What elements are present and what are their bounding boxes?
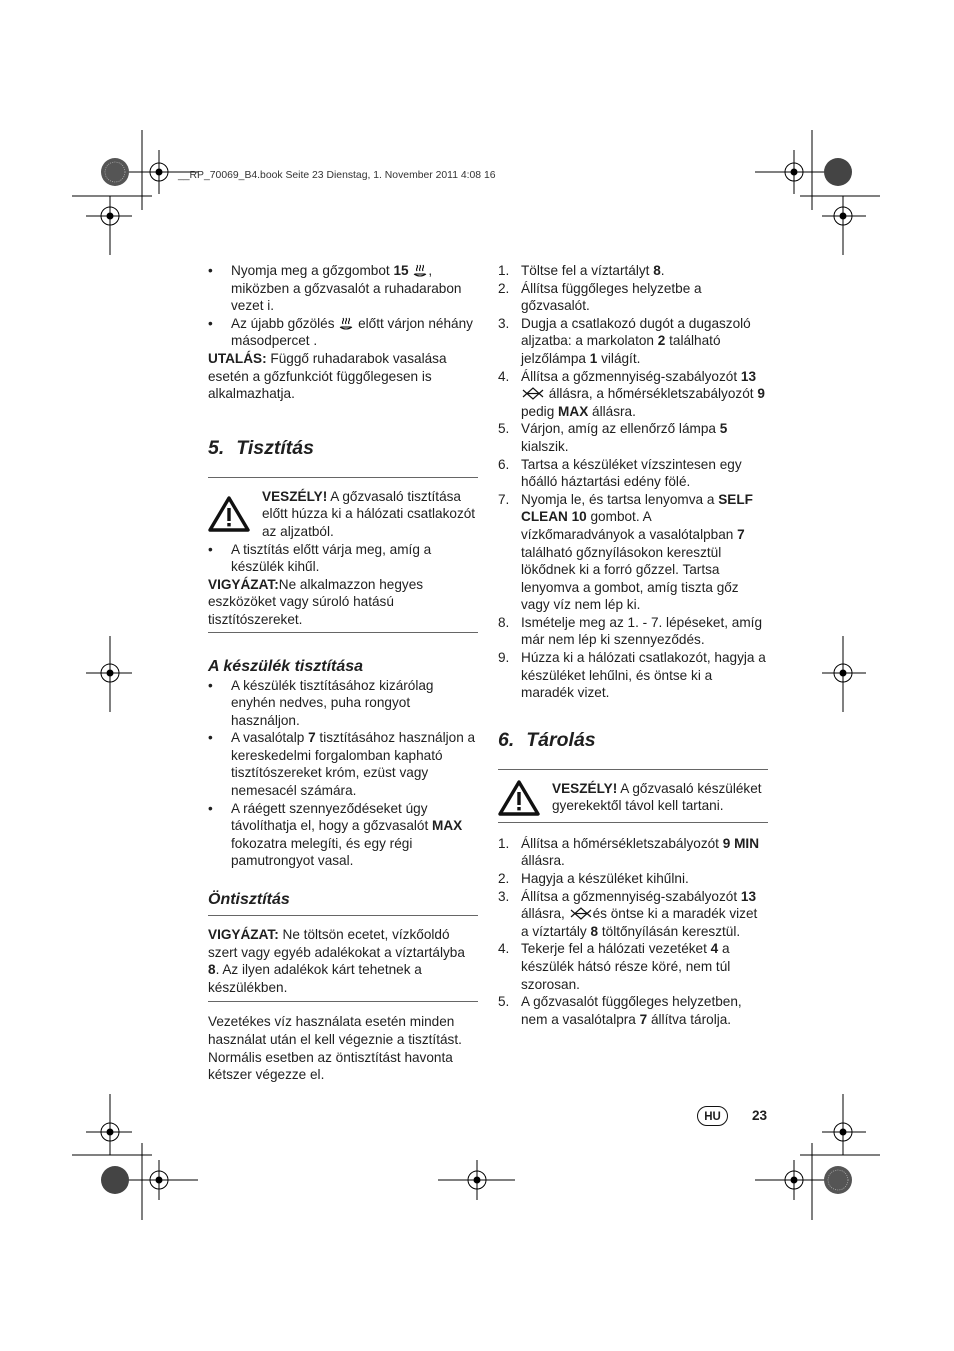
step-number: 2. (498, 280, 510, 296)
section-heading-6: 6. Tárolás (498, 728, 596, 751)
step-text: Húzza ki a hálózati csatlakozót, hagyja a készüléket lehűlni, és öntse ki a maradék vizet. (521, 650, 766, 701)
self-clean-icon (521, 386, 545, 401)
list-item (498, 940, 768, 993)
warning-triangle-icon (208, 496, 250, 532)
list-item (498, 491, 768, 614)
step-text: 9 (722, 835, 731, 851)
step-text: világít. (597, 350, 641, 366)
list-item (498, 888, 768, 941)
language-badge: HU (697, 1106, 728, 1126)
danger-text: VESZÉLY! A gőzvasaló tisztítása előtt húzza ki a hálózati csatlakozót az aljzatból. (262, 488, 476, 539)
list-item (498, 315, 768, 368)
step-text: 7 (737, 526, 745, 542)
step-number: 4. (498, 941, 510, 957)
caution-paragraph: VIGYÁZAT:Ne alkalmazzon hegyes eszközöket vagy súroló hatású tisztítószereket. (208, 576, 424, 627)
self-clean-steps (498, 262, 768, 702)
steam-icon (338, 315, 354, 331)
step-number: 8. (498, 614, 510, 630)
step-text: található gőznyílásokon keresztül lökődnek ki a forró gőzzel. Tartsa lenyomva a gombot, amíg tiszta gőz vagy víz nem lép ki. (521, 544, 739, 613)
step-text: állítva tárolja. (647, 1011, 732, 1027)
right-column (498, 262, 768, 1028)
step-number: 7. (498, 491, 510, 507)
step-text: gombot. A vízkőmaradványok a vasalótalpban (521, 509, 738, 542)
step-text: állásra, a hőmérsékletszabályozót (545, 386, 758, 402)
list-item: • A tisztítás előtt várja meg, amíg a készülék kihűl. (208, 541, 478, 576)
caution-paragraph: VIGYÁZAT: Ne töltsön ecetet, vízkőoldó szert vagy egyéb adalékokat a víztartályba 8. Az ilyen adalékok kárt tehetnek a készülékben. (208, 927, 465, 995)
divider (208, 915, 478, 916)
danger-box (498, 780, 768, 816)
step-text: kialszik. (521, 438, 569, 454)
list-item (498, 835, 768, 870)
step-text: . (660, 263, 665, 278)
step-number: 1. (498, 263, 510, 278)
step-text: 5 (719, 421, 728, 437)
section-heading-5: 5. Tisztítás (208, 436, 314, 459)
divider (498, 822, 768, 823)
step-number: 4. (498, 368, 510, 384)
step-text: Töltse fel a víztartályt (521, 263, 654, 278)
step-text: Állítsa függőleges helyzetbe a gőzvasalót. (521, 280, 702, 314)
step-text: 13 (740, 888, 757, 904)
left-column (208, 262, 478, 1084)
step-text: állásra, (521, 906, 569, 922)
step-text: Dugja a csatlakozó dugót a dugaszoló aljzatba: a markolaton (521, 315, 751, 349)
step-text: Állítsa a gőzmennyiség-szabályozót (521, 368, 741, 384)
divider (208, 1001, 478, 1002)
storage-steps (498, 835, 768, 1029)
print-header: __RP_70069_B4.book Seite 23 Dienstag, 1. November 2011 4:08 16 (178, 170, 496, 181)
divider (208, 477, 478, 478)
subheading-self-clean: Öntisztítás (208, 891, 290, 909)
step-text: és öntse ki a maradék vizet a víztartály (521, 906, 758, 939)
self-clean-icon (569, 906, 593, 921)
page-number: 23 (752, 1108, 768, 1123)
list-item (498, 420, 768, 455)
step-text: Várjon, amíg az ellenőrző lámpa (521, 421, 720, 437)
list-item (498, 262, 768, 280)
step-number: 9. (498, 650, 510, 666)
step-number: 3. (498, 888, 510, 904)
divider (208, 632, 478, 633)
step-text: állásra. (521, 853, 565, 869)
warning-triangle-icon (498, 780, 540, 816)
step-text: Nyomja le, és tartsa lenyomva a (521, 491, 719, 507)
step-text: állásra. (588, 403, 636, 419)
step-text: 7 (639, 1011, 648, 1027)
step-text: a készülék hátsó része köré, nem túl szorosan. (521, 941, 731, 992)
step-text: 8 (590, 923, 599, 939)
step-text: pedig (521, 403, 559, 419)
step-number: 3. (498, 315, 510, 331)
step-number: 2. (498, 871, 510, 887)
step-text: SELF CLEAN 10 (521, 491, 753, 525)
list-item: • A vasalótalp 7 tisztításához használjon a kereskedelmi forgalomban kapható tisztítószereket króm, ezüst vagy nemesacél számára. (208, 729, 478, 799)
step-text: MIN (734, 835, 760, 851)
tap-water-paragraph: Vezetékes víz használata esetén minden használat után el kell végeznie a tisztítást. Normális esetben az öntisztítást havonta kétszer végezze el. (208, 1014, 462, 1083)
step-text: 4 (710, 941, 719, 957)
step-text: Tartsa a készüléket vízszintesen egy hőálló háztartási edény fölé. (521, 456, 742, 490)
step-text: Tekerje fel a hálózati vezetéket (521, 941, 711, 957)
steam-icon (412, 262, 428, 278)
step-number: 5. (498, 994, 510, 1010)
divider (498, 769, 768, 770)
list-item (498, 870, 768, 888)
step-text: 1 (589, 350, 598, 366)
step-text: Állítsa a gőzmennyiség-szabályozót (521, 888, 741, 904)
list-item: • A ráégett szennyeződéseket úgy távolíthatja el, hogy a gőzvasalót MAX fokozatra melegíti, és egy régi pamutrongyot vasal. (208, 800, 478, 870)
step-text: töltőnyílásán keresztül. (598, 923, 741, 939)
step-text: 8 (653, 263, 661, 278)
subheading-cleaning: A készülék tisztítása (208, 657, 364, 675)
list-item: • A készülék tisztításához kizárólag enyhén nedves, puha rongyot használjon. (208, 677, 478, 730)
list-item: • Az újabb gőzölés előtt várjon néhány másodpercet . (208, 315, 478, 350)
step-text: MAX (558, 403, 589, 419)
step-text: 2 (657, 333, 666, 349)
list-item (498, 649, 768, 702)
list-item (498, 456, 768, 491)
step-number: 5. (498, 421, 510, 437)
step-text: Állítsa a hőmérsékletszabályozót (521, 835, 723, 851)
danger-text: VESZÉLY! A gőzvasaló készüléket gyerekektől távol kell tartani. (552, 780, 762, 814)
step-number: 6. (498, 456, 510, 472)
step-text: Ismételje meg az 1. - 7. lépéseket, amíg már nem lép ki szennyeződés. (521, 614, 763, 648)
danger-box (208, 488, 478, 541)
step-text: Hagyja a készüléket kihűlni. (521, 871, 689, 887)
note-paragraph: UTALÁS: Függő ruhadarabok vasalása esetén a gőzfunkciót függőlegesen is alkalmazhatja. (208, 350, 447, 402)
list-item (498, 280, 768, 315)
list-item: • Nyomja meg a gőzgombot 15 , miközben a gőzvasalót a ruhadarabon vezet i. (208, 262, 478, 315)
list-item (498, 993, 768, 1028)
step-number: 1. (498, 835, 510, 851)
list-item (498, 614, 768, 649)
step-text: található jelzőlámpa (521, 333, 721, 366)
step-text: 9 (757, 386, 765, 402)
step-text: A gőzvasalót függőleges helyzetben, nem a vasalótalpra (521, 994, 742, 1027)
step-text: 13 (740, 368, 757, 384)
list-item (498, 368, 768, 421)
